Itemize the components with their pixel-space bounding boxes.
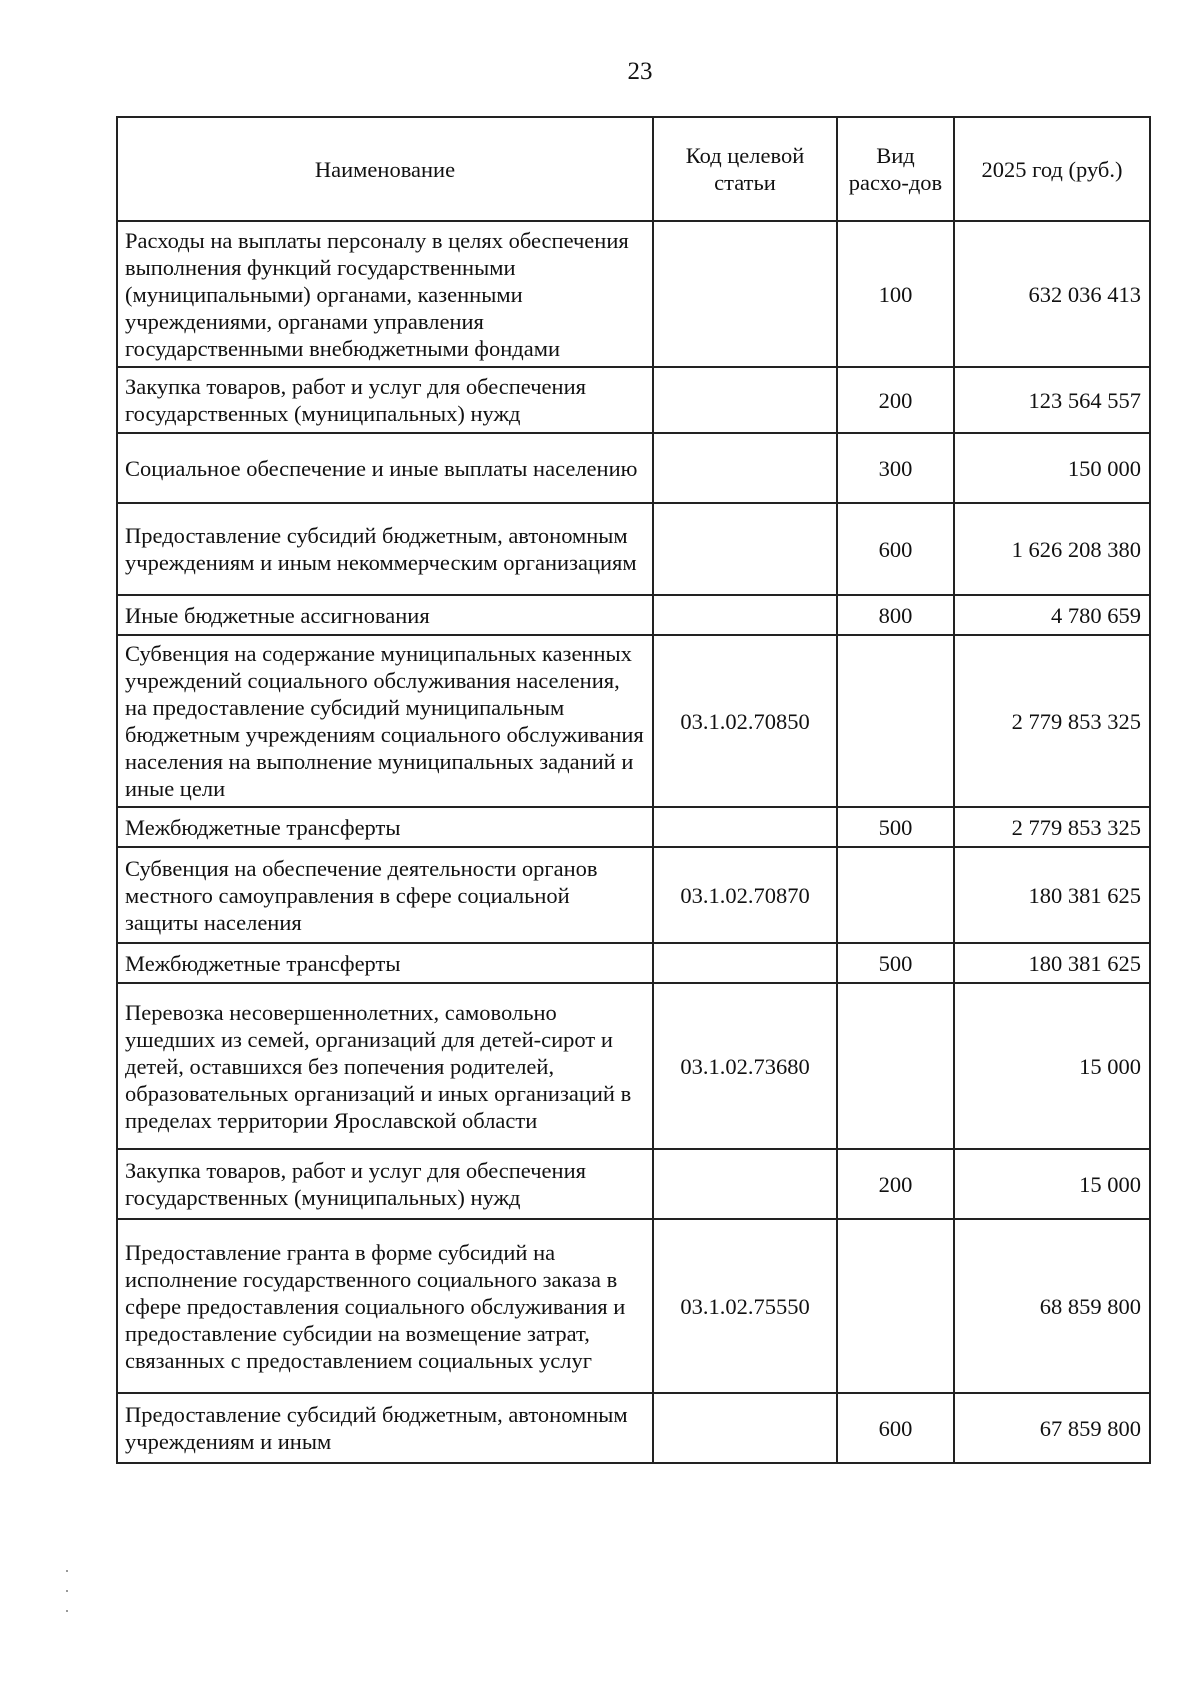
table-row xyxy=(117,433,1150,503)
table-header-row xyxy=(117,117,1150,221)
cell-sum: 15 000 xyxy=(954,1149,1150,1219)
cell-name: Социальное обеспечение и иные выплаты населению xyxy=(117,433,653,503)
header-type: Вид расхо-дов xyxy=(837,117,954,221)
header-sum: 2025 год (руб.) xyxy=(954,117,1150,221)
cell-type: 800 xyxy=(837,595,954,635)
cell-code xyxy=(653,1149,837,1219)
header-name: Наименование xyxy=(117,117,653,221)
budget-table xyxy=(116,116,1151,1464)
cell-sum: 180 381 625 xyxy=(954,847,1150,943)
table-row xyxy=(117,1393,1150,1463)
table-row xyxy=(117,367,1150,433)
cell-code: 03.1.02.70870 xyxy=(653,847,837,943)
cell-code xyxy=(653,1393,837,1463)
cell-type: 200 xyxy=(837,1149,954,1219)
cell-name: Межбюджетные трансферты xyxy=(117,943,653,983)
cell-name: Межбюджетные трансферты xyxy=(117,807,653,847)
cell-code: 03.1.02.73680 xyxy=(653,983,837,1149)
cell-type xyxy=(837,1219,954,1393)
table-row xyxy=(117,221,1150,367)
cell-name: Расходы на выплаты персоналу в целях обеспечения выполнения функций государственными (муниципальными) органами, казенными учреждениями, органами управления государственными внебюджетными фондами xyxy=(117,221,653,367)
table-row xyxy=(117,807,1150,847)
cell-type xyxy=(837,847,954,943)
cell-code xyxy=(653,433,837,503)
cell-code: 03.1.02.75550 xyxy=(653,1219,837,1393)
cell-name: Субвенция на обеспечение деятельности органов местного самоуправления в сфере социальной защиты населения xyxy=(117,847,653,943)
table-row xyxy=(117,1219,1150,1393)
cell-sum: 180 381 625 xyxy=(954,943,1150,983)
cell-type: 300 xyxy=(837,433,954,503)
cell-name: Предоставление гранта в форме субсидий на исполнение государственного социального заказа в сфере предоставления социального обслуживания и предоставление субсидии на возмещение затрат, связанных с предоставлением социальных услуг xyxy=(117,1219,653,1393)
table-row xyxy=(117,503,1150,595)
cell-type xyxy=(837,635,954,807)
header-code: Код целевой статьи xyxy=(653,117,837,221)
table-row xyxy=(117,595,1150,635)
cell-name: Предоставление субсидий бюджетным, автономным учреждениям и иным некоммерческим организациям xyxy=(117,503,653,595)
table-row xyxy=(117,943,1150,983)
table-body xyxy=(117,221,1150,1463)
cell-name: Иные бюджетные ассигнования xyxy=(117,595,653,635)
scan-specks xyxy=(66,1570,68,1630)
cell-name: Предоставление субсидий бюджетным, автономным учреждениям и иным xyxy=(117,1393,653,1463)
table-row xyxy=(117,1149,1150,1219)
table-row xyxy=(117,635,1150,807)
cell-name: Закупка товаров, работ и услуг для обеспечения государственных (муниципальных) нужд xyxy=(117,367,653,433)
cell-sum: 67 859 800 xyxy=(954,1393,1150,1463)
cell-sum: 123 564 557 xyxy=(954,367,1150,433)
cell-sum: 2 779 853 325 xyxy=(954,635,1150,807)
cell-code xyxy=(653,595,837,635)
cell-name: Перевозка несовершеннолетних, самовольно ушедших из семей, организаций для детей-сирот и детей, оставшихся без попечения родителей, образовательных организаций и иных организаций в пределах территории Ярославской области xyxy=(117,983,653,1149)
page-number: 23 xyxy=(627,58,653,85)
cell-sum: 150 000 xyxy=(954,433,1150,503)
cell-sum: 4 780 659 xyxy=(954,595,1150,635)
cell-sum: 2 779 853 325 xyxy=(954,807,1150,847)
cell-type: 500 xyxy=(837,807,954,847)
cell-code: 03.1.02.70850 xyxy=(653,635,837,807)
cell-code xyxy=(653,367,837,433)
cell-name: Субвенция на содержание муниципальных казенных учреждений социального обслуживания населения, на предоставление субсидий муниципальным бюджетным учреждениям социального обслуживания населения на выполнение муниципальных заданий и иные цели xyxy=(117,635,653,807)
cell-code xyxy=(653,807,837,847)
cell-type xyxy=(837,983,954,1149)
cell-sum: 68 859 800 xyxy=(954,1219,1150,1393)
cell-type: 600 xyxy=(837,503,954,595)
cell-type: 500 xyxy=(837,943,954,983)
cell-sum: 15 000 xyxy=(954,983,1150,1149)
cell-sum: 1 626 208 380 xyxy=(954,503,1150,595)
cell-sum: 632 036 413 xyxy=(954,221,1150,367)
table-row xyxy=(117,847,1150,943)
cell-type: 200 xyxy=(837,367,954,433)
cell-code xyxy=(653,221,837,367)
cell-code xyxy=(653,943,837,983)
cell-code xyxy=(653,503,837,595)
cell-type: 600 xyxy=(837,1393,954,1463)
cell-name: Закупка товаров, работ и услуг для обеспечения государственных (муниципальных) нужд xyxy=(117,1149,653,1219)
table-row xyxy=(117,983,1150,1149)
cell-type: 100 xyxy=(837,221,954,367)
